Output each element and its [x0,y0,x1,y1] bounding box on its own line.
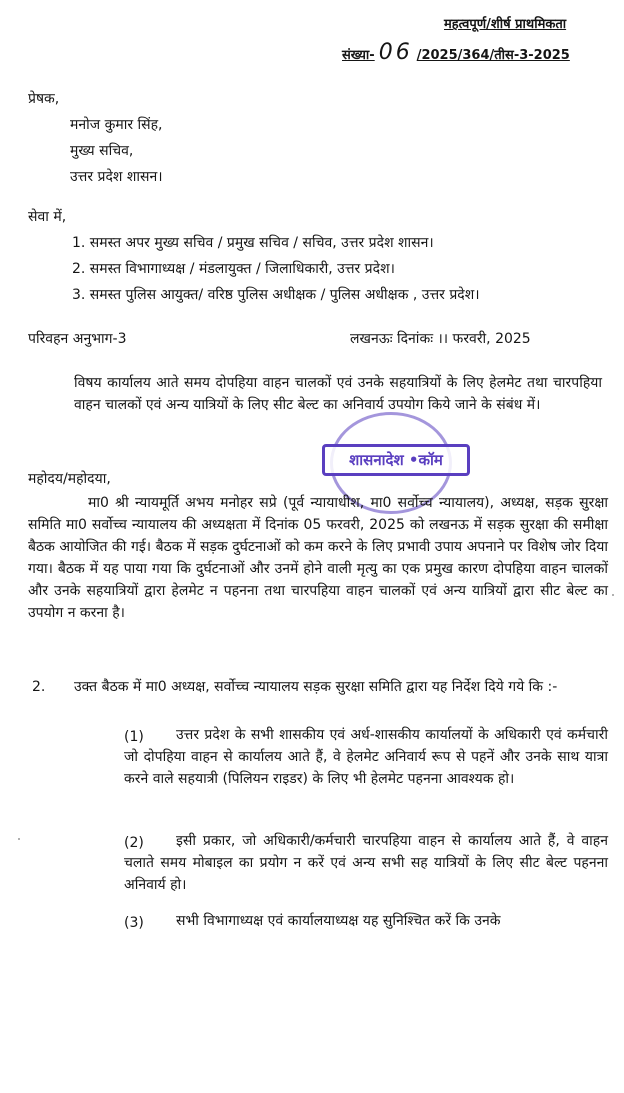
point-number: (1) [124,729,144,745]
sender-office: उत्तर प्रदेश शासन। [70,169,163,185]
department-section: परिवहन अनुभाग-3 [28,331,127,347]
sender-label: प्रेषक, [28,91,60,107]
paragraph-2-number: 2. [32,679,46,695]
point-number: (2) [124,835,144,851]
point-number: (3) [124,915,144,931]
reference-number: संख्या- 06 /2025/364/तीस-3-2025 [342,40,570,65]
recipients-label: सेवा में, [28,209,67,225]
paragraph-2-intro: उक्त बैठक में मा0 अध्यक्ष, सर्वोच्च न्यायालय सड़क सुरक्षा समिति द्वारा यह निर्देश दिये गये कि :- [74,679,558,695]
sender-name: मनोज कुमार सिंह, [70,117,163,133]
point-text: इसी प्रकार, जो अधिकारी/कर्मचारी चारपहिया वाहन से कार्यालय आते हैं, वे वाहन चलाते समय मोबाइल का प्रयोग न करें एवं अन्य सभी सह यात्रियों के लिए सीट बेल्ट पहनना अनिवार्य हो। [124,833,608,893]
subject: विषय कार्यालय आते समय दोपहिया वाहन चालकों एवं उनके सहयात्रियों के लिए हेलमेट तथा चारपहिया वाहन चालकों एवं अन्य यात्रियों के लिए सीट बेल्ट का अनिवार्य उपयोग किये जाने के संबंध में। [74,375,602,413]
scan-speck [18,838,20,840]
recipient-item: 2. समस्त विभागाध्यक्ष / मंडलायुक्त / जिलाधिकारी, उत्तर प्रदेश। [72,261,395,277]
recipient-item: 1. समस्त अपर मुख्य सचिव / प्रमुख सचिव / सचिव, उत्तर प्रदेश शासन। [72,235,434,251]
priority-label: महत्वपूर्ण/शीर्ष प्राथमिकता [444,17,567,32]
letter-date: लखनऊः दिनांकः ।। फरवरी, 2025 [350,331,531,347]
recipient-item: 3. समस्त पुलिस आयुक्त/ वरिष्ठ पुलिस अधीक्षक / पुलिस अधीक्षक , उत्तर प्रदेश। [72,287,480,303]
point-text: उत्तर प्रदेश के सभी शासकीय एवं अर्ध-शासकीय कार्यालयों के अधिकारी एवं कर्मचारी जो दोपहिया वाहन से कार्यालय आते हैं, वे हेलमेट अनिवार्य रूप से पहनें और उनके साथ यात्रा करने वाले सहयात्री (पिलियन राइडर) के लिए भी हेलमेट पहनना आवश्यक हो। [124,727,608,787]
watermark-stamp: शासनादेश •कॉम [322,444,470,476]
scan-speck [612,594,614,596]
paragraph-1: मा0 श्री न्यायमूर्ति अभय मनोहर सप्रे (पूर्व न्यायाधीश, मा0 सर्वोच्च न्यायालय), अध्यक्ष, सड़क सुरक्षा समिति मा0 सर्वोच्च न्यायालय की अध्यक्षता में दिनांक 05 फरवरी, 2025 को लखनऊ में सड़क सुरक्षा की समीक्षा बैठक आयोजित की गई। बैठक में सड़क दुर्घटनाओं को कम करने के लिए प्रभावी उपाय अपनाने पर विशेष जोर दिया गया। बैठक में यह पाया गया कि दुर्घटनाओं और उनमें होने वाली मृत्यु का एक प्रमुख कारण दोपहिया वाहन चालकों और उनके सहयात्रियों द्वारा हेलमेट न पहनना तथा चारपहिया वाहन चालकों एवं अन्य यात्रियों द्वारा सीट बेल्ट का उपयोग न करना है। [28,495,608,621]
salutation: महोदय/महोदया, [28,471,111,487]
handwritten-number: 06 [378,40,413,65]
sender-designation: मुख्य सचिव, [70,143,134,159]
point-text: सभी विभागाध्यक्ष एवं कार्यालयाध्यक्ष यह सुनिश्चित करें कि उनके [176,913,501,929]
